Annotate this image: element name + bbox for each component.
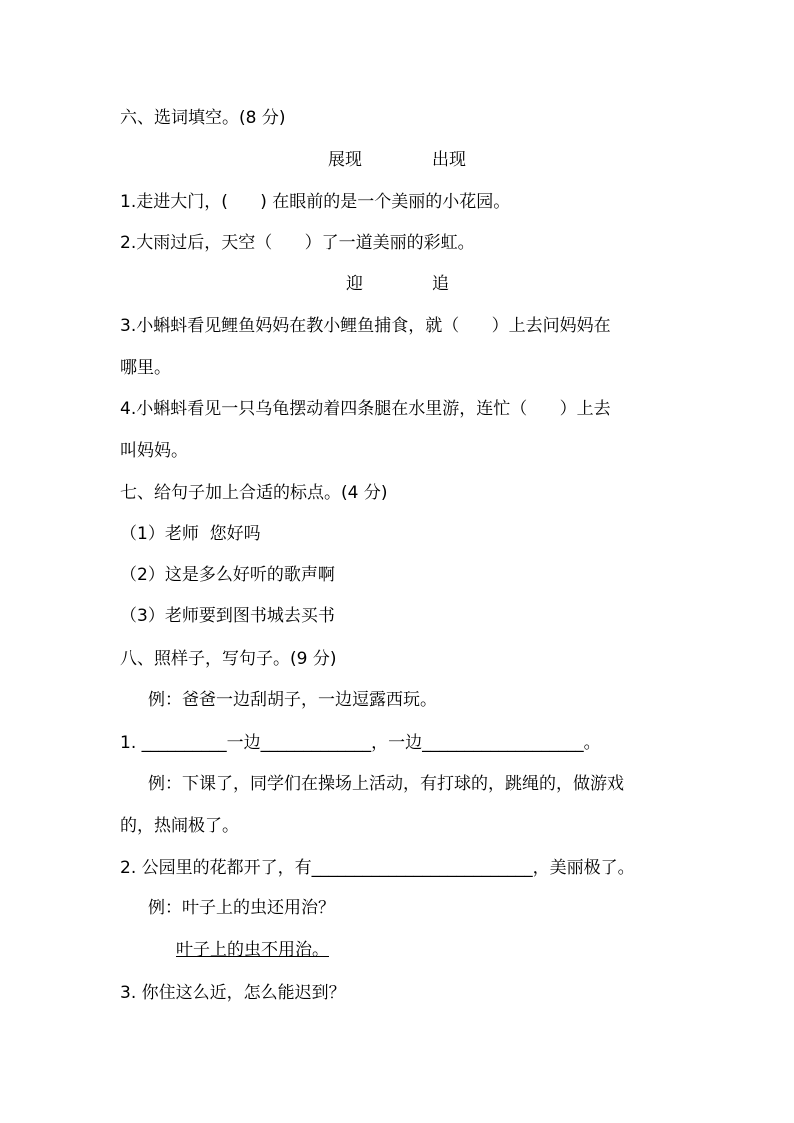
sentence-task-3: 3. 你住这么近，怎么能迟到？: [120, 983, 346, 1003]
punctuation-item-3: （3）老师要到图书城去买书: [120, 606, 335, 626]
sentence-task-1: 1. __________一边_____________，一边___________________。: [120, 733, 601, 753]
word-choice-1: 展现: [328, 150, 362, 170]
example-1: 例：爸爸一边刮胡子，一边逗露西玩。: [148, 690, 437, 710]
word-choice-2: 出现: [432, 150, 466, 170]
word-choice-4: 追: [432, 274, 449, 294]
question-6-3-line2: 哪里。: [120, 358, 171, 378]
example-2-line1: 例：下课了，同学们在操场上活动，有打球的，跳绳的，做游戏: [148, 774, 624, 794]
example-2-line2: 的，热闹极了。: [120, 816, 239, 836]
example-3: 例：叶子上的虫还用治？: [148, 898, 335, 918]
punctuation-item-1: （1）老师 您好吗: [120, 524, 261, 544]
example-3-answer: 叶子上的虫不用治。: [176, 940, 329, 960]
section-7-heading: 七、给句子加上合适的标点。(4 分): [120, 483, 388, 503]
question-6-4-line2: 叫妈妈。: [120, 441, 188, 461]
question-6-4-line1: 4.小蝌蚪看见一只乌龟摆动着四条腿在水里游，连忙（ ）上去: [120, 399, 611, 419]
sentence-task-2: 2. 公园里的花都开了，有__________________________，美丽极了。: [120, 858, 635, 878]
word-choice-3: 迎: [346, 274, 363, 294]
section-6-heading: 六、选词填空。(8 分): [120, 108, 286, 128]
punctuation-item-2: （2）这是多么好听的歌声啊: [120, 565, 335, 585]
question-6-3-line1: 3.小蝌蚪看见鲤鱼妈妈在教小鲤鱼捕食，就（ ）上去问妈妈在: [120, 316, 611, 336]
section-8-heading: 八、照样子，写句子。(9 分): [120, 649, 337, 669]
question-6-2: 2.大雨过后，天空（ ）了一道美丽的彩虹。: [120, 233, 475, 253]
question-6-1: 1.走进大门，( ) 在眼前的是一个美丽的小花园。: [120, 192, 511, 212]
